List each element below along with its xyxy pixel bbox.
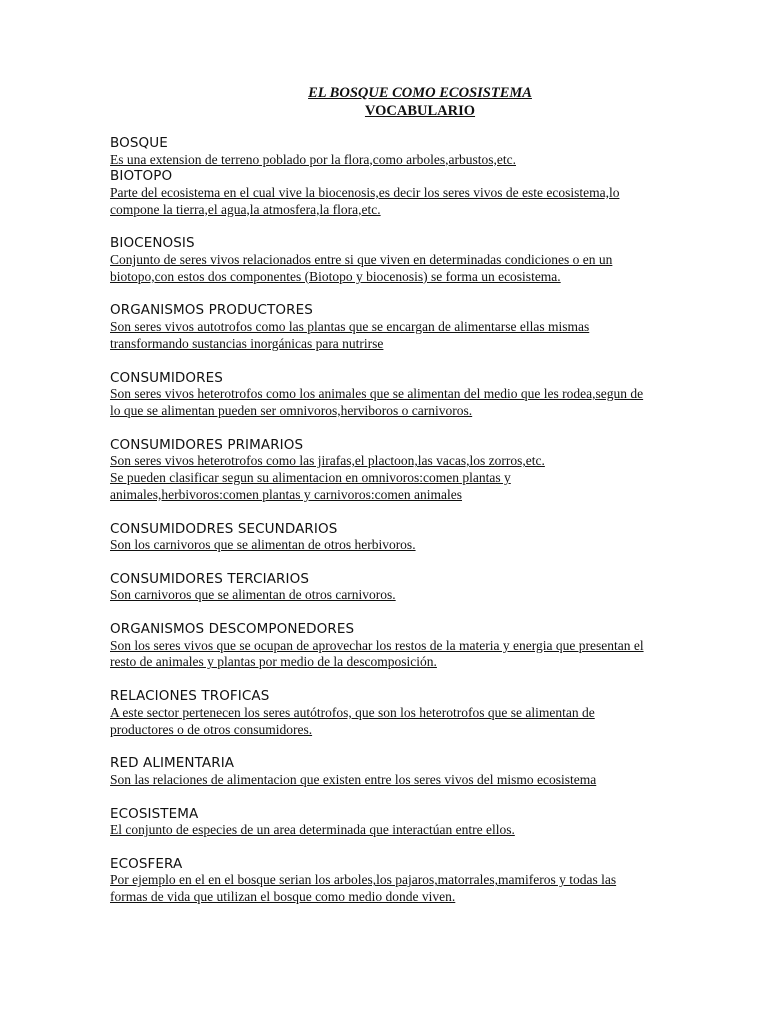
vocabulary-definition (110, 252, 740, 286)
definition-line: formas de vida que utilizan el bosque como medio donde viven. (110, 889, 456, 905)
definition-line: animales,herbivoros:comen plantas y carnivoros:comen animales (110, 486, 463, 502)
vocabulary-term: BIOTOPO (110, 168, 173, 185)
definition-line: El conjunto de especies de un area determinada que interactúan entre ellos. (110, 822, 515, 838)
vocabulary-definition (110, 872, 740, 906)
vocabulary-definition (110, 772, 740, 789)
vocabulary-list (110, 135, 740, 906)
vocabulary-entry (110, 235, 740, 285)
vocabulary-term: BOSQUE (110, 135, 168, 151)
vocabulary-entry (110, 688, 740, 738)
definition-line: resto de animales y plantas por medio de la descomposición. (110, 654, 437, 670)
definition-line: Son las relaciones de alimentacion que existen entre los seres vivos del mismo ecosistema (110, 771, 597, 787)
definition-line: Son los seres vivos que se ocupan de aprovechar los restos de la materia y energia que presentan el (110, 637, 644, 653)
vocabulary-term: ORGANISMOS PRODUCTORES (110, 302, 313, 319)
definition-line: Parte del ecosistema en el cual vive la biocenosis,es decir los seres vivos de este ecosistema,lo (110, 184, 620, 200)
definition-line: lo que se alimentan pueden ser omnivoros,herviboros o carnivoros. (110, 402, 473, 418)
vocabulary-entry (110, 370, 740, 420)
vocabulary-entry (110, 302, 740, 352)
vocabulary-entry (110, 755, 740, 788)
definition-line: Son los carnivoros que se alimentan de otros herbivoros. (110, 537, 416, 553)
document-title: EL BOSQUE COMO ECOSISTEMA (308, 85, 532, 101)
vocabulary-term: RELACIONES TROFICAS (110, 688, 270, 705)
vocabulary-entry (110, 437, 740, 504)
vocabulary-entry (110, 571, 740, 604)
vocabulary-term: CONSUMIDORES (110, 369, 223, 386)
vocabulary-entry (110, 856, 740, 906)
vocabulary-definition (110, 185, 740, 219)
title-block (0, 84, 768, 120)
definition-line: transformando sustancias inorgánicas para nutrirse (110, 335, 384, 351)
vocabulary-term: BIOCENOSIS (110, 235, 195, 252)
vocabulary-definition (110, 152, 740, 169)
vocabulary-entry (110, 168, 740, 218)
vocabulary-term: RED ALIMENTARIA (110, 755, 235, 772)
vocabulary-definition (110, 319, 740, 353)
definition-line: Son carnivoros que se alimentan de otros carnivoros. (110, 587, 396, 603)
vocabulary-definition (110, 822, 740, 839)
definition-line: biotopo,con estos dos componentes (Biotopo y biocenosis) se forma un ecosistema. (110, 268, 561, 284)
definition-line: productores o de otros consumidores. (110, 721, 313, 737)
vocabulary-definition (110, 587, 740, 604)
vocabulary-definition (110, 537, 740, 554)
vocabulary-definition (110, 638, 740, 672)
vocabulary-term: ORGANISMOS DESCOMPONEDORES (110, 621, 355, 638)
definition-line: Es una extension de terreno poblado por la flora,como arboles,arbustos,etc. (110, 151, 516, 167)
vocabulary-term: ECOSFERA (110, 855, 183, 872)
vocabulary-entry (110, 135, 740, 168)
definition-line: compone la tierra,el agua,la atmosfera,la flora,etc. (110, 201, 381, 217)
vocabulary-term: ECOSISTEMA (110, 805, 199, 822)
vocabulary-entry (110, 621, 740, 671)
definition-line: Conjunto de seres vivos relacionados entre si que viven en determinadas condiciones o en un (110, 251, 613, 267)
vocabulary-definition (110, 705, 740, 739)
document-subtitle: VOCABULARIO (364, 103, 476, 119)
definition-line: Se pueden clasificar segun su alimentacion en omnivoros:comen plantas y (110, 469, 511, 485)
vocabulary-term: CONSUMIDORES TERCIARIOS (110, 570, 310, 587)
definition-line: Son seres vivos autotrofos como las plantas que se encargan de alimentarse ellas mismas (110, 318, 590, 334)
vocabulary-term: CONSUMIDORES PRIMARIOS (110, 436, 304, 453)
definition-line: Son seres vivos heterotrofos como los animales que se alimentan del medio que les rodea,segun de (110, 386, 644, 402)
vocabulary-entry (110, 806, 740, 839)
vocabulary-definition (110, 453, 740, 503)
definition-line: A este sector pertenecen los seres autótrofos, que son los heterotrofos que se alimentan de (110, 704, 595, 720)
vocabulary-term: CONSUMIDODRES SECUNDARIOS (110, 520, 338, 537)
vocabulary-definition (110, 386, 740, 420)
vocabulary-entry (110, 521, 740, 554)
definition-line: Son seres vivos heterotrofos como las jirafas,el plactoon,las vacas,los zorros,etc. (110, 453, 545, 469)
definition-line: Por ejemplo en el en el bosque serian los arboles,los pajaros,matorrales,mamiferos y todas las (110, 872, 617, 888)
